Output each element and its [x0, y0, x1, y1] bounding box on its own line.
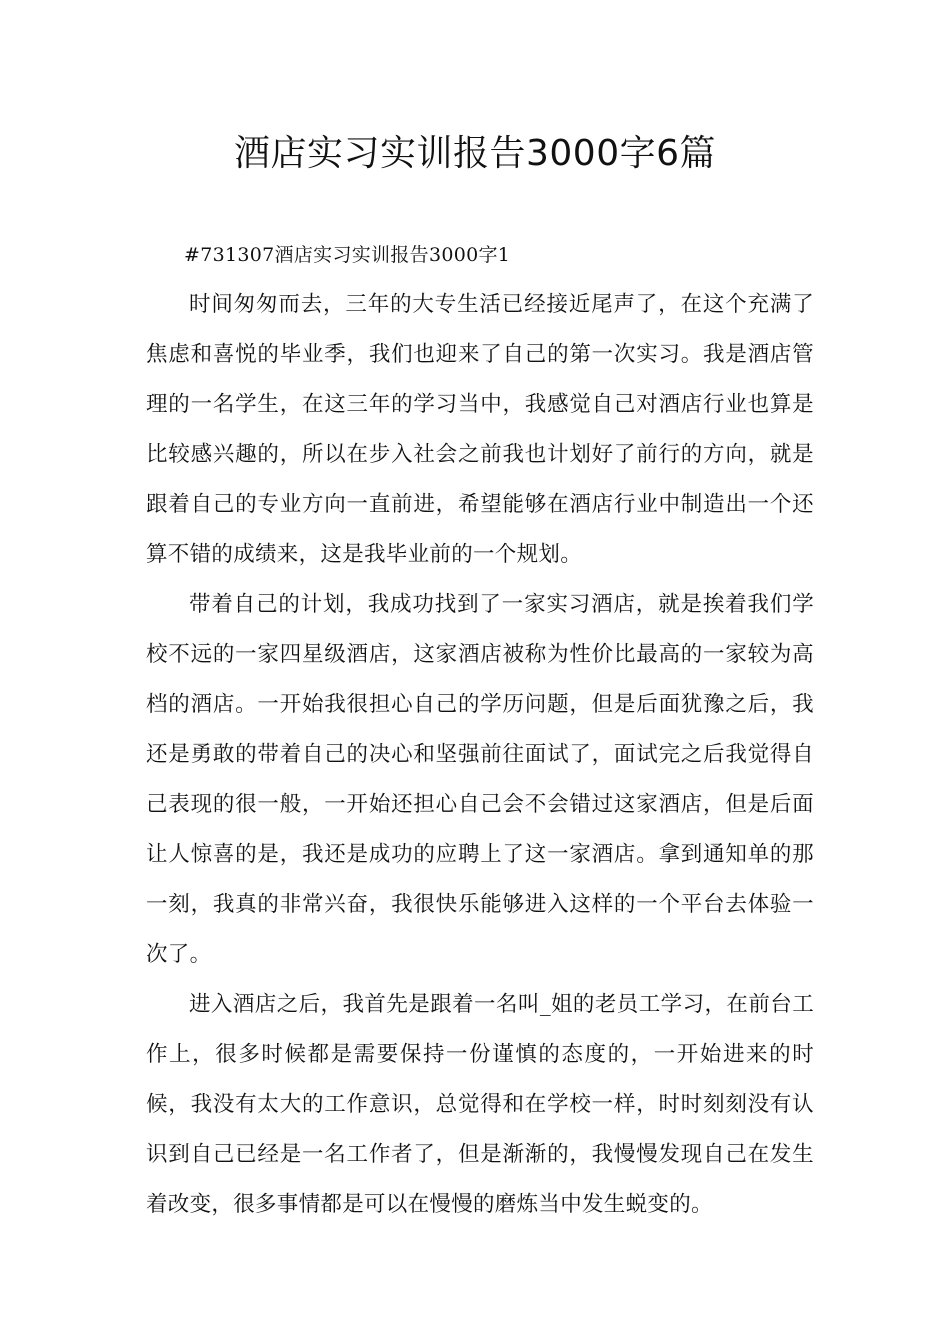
section-heading: #731307酒店实习实训报告3000字1	[184, 244, 511, 266]
paragraph-2: 带着自己的计划，我成功找到了一家实习酒店，就是挨着我们学校不远的一家四星级酒店，这家酒店被称为性价比最高的一家较为高档的酒店。一开始我很担心自己的学历问题，但是后面犹豫之后，我还是勇敢的带着自己的决心和坚强前往面试了，面试完之后我觉得自己表现的很一般，一开始还担心自己会不会错过这家酒店，但是后面让人惊喜的是，我还是成功的应聘上了这一家酒店。拿到通知单的那一刻，我真的非常兴奋，我很快乐能够进入这样的一个平台去体验一次了。	[146, 592, 814, 967]
paragraph-1: 时间匆匆而去，三年的大专生活已经接近尾声了，在这个充满了焦虑和喜悦的毕业季，我们也迎来了自己的第一次实习。我是酒店管理的一名学生，在这三年的学习当中，我感觉自己对酒店行业也算是比较感兴趣的，所以在步入社会之前我也计划好了前行的方向，就是跟着自己的专业方向一直前进，希望能够在酒店行业中制造出一个还算不错的成绩来，这是我毕业前的一个规划。	[146, 292, 814, 567]
paragraph-3: 进入酒店之后，我首先是跟着一名叫_姐的老员工学习，在前台工作上，很多时候都是需要保持一份谨慎的态度的，一开始进来的时候，我没有太大的工作意识，总觉得和在学校一样，时时刻刻没有认识到自己已经是一名工作者了，但是渐渐的，我慢慢发现自己在发生着改变，很多事情都是可以在慢慢的磨炼当中发生蜕变的。	[146, 992, 814, 1217]
document-body	[146, 230, 814, 1230]
document-title: 酒店实习实训报告3000字6篇	[233, 133, 717, 174]
